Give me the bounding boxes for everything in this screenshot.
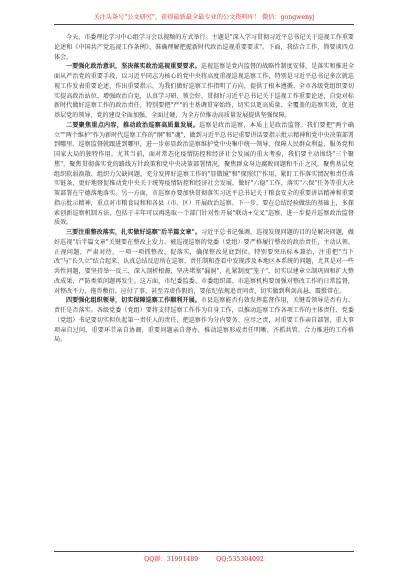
paragraph-intro (54, 33, 354, 62)
header-text[interactable]: 关注头条号"公文研究"，获得最新最全最专业的公文资料库！ 微信：gongwenyj (93, 14, 315, 21)
paragraph-point-3 (54, 228, 354, 296)
paragraph-point-2 (54, 121, 354, 228)
point-2-heading: 二要聚焦重点内容，推动政治巡察高质量发展。 (66, 121, 200, 129)
point-2-text: 巡察是政治巡察，本质上是政治监督。我们要把"两个确立""两个维护"作为新时代巡察工作的"纲"和"魂"，做到习近平总书记重要讲话要指示批示精神和党中央决策部署到哪里、巡察监督就跟进到哪里，进一步彰显政治巡察维护党中央集中统一领导、保障人民群众利益、服务党和国家大局的独特作用。尤其当前，面对常态化疫情防控和经济社会发展的重大考验，我们要主动围绕"三个聚焦"，聚焦贯彻落实党的路线方针政策和党中央决策部署情况，聚焦群众身边腐败问题和不正之风，聚焦基层党组织软弱涣散、组织力欠缺问题，充分发挥好巡察工作的"显微镜"和"探照灯"作用，紧盯工作落实情况和责任落实链条，更好地督促推动党中央关于统筹疫情防控和经济社会发展、做好"六稳"工作、落实"六保"任务等重大决策部署在宁德落地落实。另一方面，市巡察办要加快贯彻落实习近平总书记关于粮食安全的重要讲话精神和重要指示批示精神，重点对市粮食局和和各县（市、区）开展政治巡察。下一步，要在总结经验做法的基础上，多探索创新巡察机制方法，包括于丰年可以再选取一个部门针对性开展"联动+交叉"巡察，进一步提升巡察政治监督质效。 (54, 121, 354, 227)
paragraph-intro-text: 今天，市委理论学习中心组学习会以视频的方式举行。主题是"深入学习贯彻习近平总书记关于巡视工作重要论述和《中国共产党巡视工作条例》，准确理解把握新时代政治巡视重要要求"。下面，我结合工作，简要谈四点体会。 (54, 34, 354, 61)
footer-qq-group: QQ群：31991489 (144, 556, 199, 563)
point-1-heading: 一要强化政治意识，坚决落实政治巡视重要要求。 (66, 63, 201, 71)
paragraph-point-1 (54, 62, 354, 121)
page-footer (54, 551, 354, 563)
footer-qq: QQ:535304092 (216, 556, 264, 563)
point-1-text: 巡视巡察是党内监督的战略性制度安排，是落实和推进全面从严治党的重要手段，以习近平同志为核心的党中央将高度重视巡视巡察工作，特别是习近平总书记多次就巡视工作发表重要论述，作出重要指示，为我们做好巡察工作指明了方向，提供了根本遵循。全市各级党组织要切实提高政治站位、增强政治自觉，认真学习研、领会好、贯彻好习近平总书记关于巡视工作重要论述，自觉对标新时代做好巡察工作的政治责任，特别要把"严"的主基调贯穿始终，切实以更高质量、全覆盖的巡察实效，促进基层党的领导、党的建设全面加强，全面过硬，为全方位推动高质量发展提供坚强保障。 (54, 63, 355, 119)
paragraph-point-4 (54, 296, 354, 345)
document-body (54, 33, 354, 345)
point-4-heading: 四要强化组织领导，切实保障巡察工作顺利开展。 (66, 297, 201, 305)
point-3-text: 习近平总书记强调，巡视发现问题的目的是解决问题，做好巡视"后半篇文章"关键要在整改上发力。被巡视巡察的党委（党组）要严格履行整改的政治责任，主动认领、正视问题，严肃对待，一项一项抓整改、促落实，确保整改见底到位。特别要突出标本兼治，注重把"当下改"与"长久立"结合起来，认真总结反思所在巡察、责任制和查看中发现涉及本地区本系统的问题，尤其是对一些共性问题，要坚持举一反三、深入剖析根源，坚决堵塞"漏洞"，扎紧制度"笼子"，切实以建章立制巩固和扩大整改成果，严防类似问题再发生。这方面，市纪委监委、市委组织部、市巡察机构要加强对整改工作的日常监督，对整改不力、拖沓敷衍、应付了事、甚至弄虚作假的，要依纪依规追责问责，切实做到利剑高悬、震慑常在。 (54, 229, 355, 295)
point-4-text: 市县巡察能否有效发挥监督作用，关键看领导是否有力、责任是否落实。各级党委（党组）要将支持巡察工作作为自身工作，以推动巡察工作各项工作的主体责任、党委（党组）书记要切实担负起第一责任人的责任，把巡察作为分内要务、应尽之责，对重要工作亲自部署、重大事项亲自过问、重要环节亲自协调、重要问题亲自督办，推动巡察形成责任明晰、齐抓共管、合力推进的工作格局。 (54, 297, 355, 344)
point-3-heading: 三要注重整改落实，扎实做好巡察"后半篇文章"。 (66, 229, 202, 236)
page-header (54, 14, 354, 25)
